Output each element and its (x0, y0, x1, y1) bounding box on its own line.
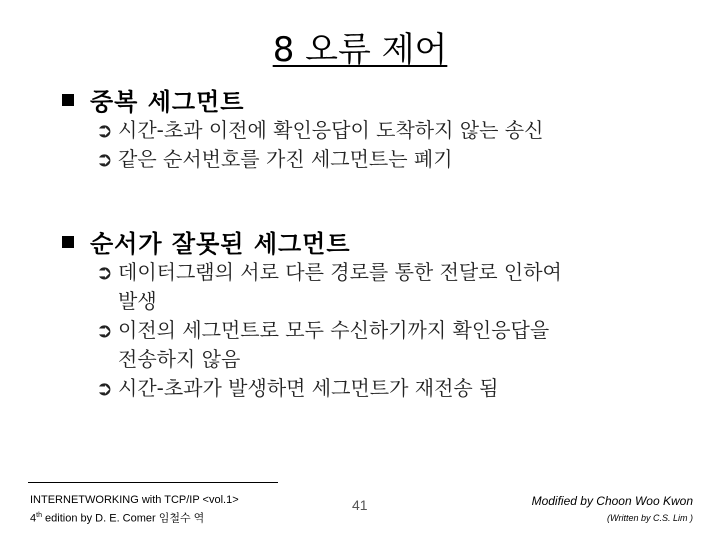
square-bullet-icon (62, 236, 74, 248)
arrow-bullet-icon: ➲ (96, 318, 113, 342)
arrow-bullet-icon: ➲ (96, 147, 113, 171)
sub-bullet-continuation: 발생 (118, 289, 157, 313)
section-heading-text: 중복 세그먼트 (90, 88, 245, 116)
sub-bullet-list-duplicate (96, 116, 676, 174)
sub-bullet-text: 시간-초과 이전에 확인응답이 도착하지 않는 송신 (118, 118, 544, 142)
footer-credit-left (30, 492, 239, 527)
sub-bullet-text: 이전의 세그먼트로 모두 수신하기까지 확인응답을 (118, 318, 550, 342)
sub-bullet-item (96, 316, 676, 374)
footer-modified-by: Modified by Choon Woo Kwon (531, 494, 693, 508)
sub-bullet-list-out-of-order (96, 258, 676, 403)
sub-bullet-text: 같은 순서번호를 가진 세그먼트는 폐기 (118, 147, 453, 171)
arrow-bullet-icon: ➲ (96, 260, 113, 284)
section-heading-text: 순서가 잘못된 세그먼트 (90, 230, 351, 258)
sub-bullet-text: 시간-초과가 발생하면 세그먼트가 재전송 됨 (118, 376, 499, 400)
section-heading-out-of-order (62, 224, 351, 259)
page-number: 41 (352, 497, 368, 513)
sub-bullet-item (96, 116, 676, 145)
footer-written-by: (Written by C.S. Lim ) (606, 513, 693, 523)
sub-bullet-text: 데이터그램의 서로 다른 경로를 통한 전달로 인하여 (118, 260, 562, 284)
arrow-bullet-icon: ➲ (96, 376, 113, 400)
sub-bullet-item (96, 145, 676, 174)
footer-edition: 4th edition by D. E. Comer 임철수 역 (30, 512, 205, 525)
footer-divider (28, 482, 278, 483)
section-heading-duplicate (62, 82, 244, 117)
footer-book-title: INTERNETWORKING with TCP/IP <vol.1> (30, 494, 239, 506)
square-bullet-icon (62, 94, 74, 106)
sub-bullet-continuation: 전송하지 않음 (118, 347, 241, 371)
arrow-bullet-icon: ➲ (96, 118, 113, 142)
slide-title: 8 오류 제어 (272, 30, 448, 70)
sub-bullet-item (96, 374, 676, 403)
sub-bullet-item (96, 258, 676, 316)
